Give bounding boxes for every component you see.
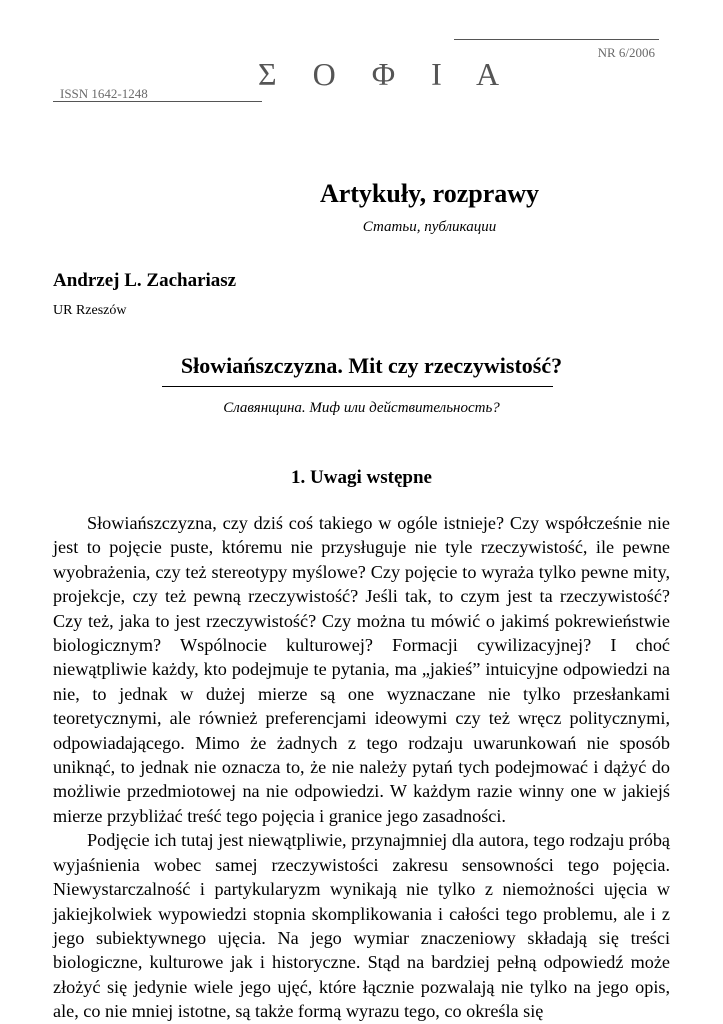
article-subtitle: Славянщина. Миф или действительность?	[223, 400, 500, 416]
section-subtitle: Статьи, публикации	[362, 219, 497, 235]
header-issn-rule	[53, 101, 262, 102]
author-name: Andrzej L. Zachariasz	[53, 270, 237, 291]
author-affiliation: UR Rzeszów	[53, 303, 127, 318]
issn-label: ISSN 1642-1248	[60, 86, 148, 101]
article-body	[53, 511, 670, 1024]
section-title: Artykuły, rozprawy	[319, 179, 540, 208]
paragraph: Podjęcie ich tutaj jest niewątpliwie, przynajmniej dla autora, tego rodzaju próbą wyjaśnienia wobec samej rzeczywistości zakresu sensowności tego pojęcia. Niewystarczalność i partykularyzm wynikają nie tylko z niemożności ujęcia w jakiejkolwiek wypowiedzi stopnia skomplikowania i całości tego problemu, ale i z jego subiektywnego ujęcia. Na jego wymiar znaczeniowy składają się treści biologiczne, kulturowe jak i historyczne. Stąd na bardziej pełną odpowiedź może złożyć się jedynie wiele jego ujęć, które łącznie pozwalają nie tylko na jego opis, ale, co nie mniej istotne, są także formą wyrazu tego, co określa się	[53, 830, 670, 1022]
paragraph: Słowiańszczyzna, czy dziś coś takiego w ogóle istnieje? Czy współcześnie nie jest to pojęcie puste, któremu nie przysługuje nie tyle rzeczywistość, ile pewne wyobrażenia, czy też stereotypy myślowe? Czy pojęcie to wyraża tylko pewne mity, projekcje, czy też pewną rzeczywistość? Jeśli tak, to czym jest ta rzeczywistość? Czy też, jaka to jest rzeczywistość? Czy można tu mówić o jakimś pokrewieństwie biologicznym? Wspólnocie kulturowej? Formacji cywilizacyjnej? I choć niewątpliwie każdy, kto podejmuje te pytania, ma „jakieś” intuicyjne odpowiedzi na nie, to jednak w dużej mierze są one wyznaczane nie tylko przesłankami teoretycznymi, ale również preferencjami ideowymi czy też wręcz politycznymi, odpowiadającego. Mimo że żadnych z tego rodzaju uwarunkowań nie sposób uniknąć, to jednak nie oznacza to, że nie należy pytań tych podejmować i dążyć do możliwie przedmiotowej na nie odpowiedzi. W każdym razie winny one w jakiejś mierze przybliżać treść tego pojęcia i granice jego zasadności.	[53, 513, 670, 826]
journal-name: Σ Ο Φ Ι Α	[258, 56, 514, 92]
article-title-text: Słowiańszczyzna. Mit czy rzeczywistość?	[180, 353, 563, 378]
issue-number: NR 6/2006	[597, 45, 655, 60]
section-heading-text: 1. Uwagi wstępne	[291, 467, 432, 488]
article-title-rule	[162, 386, 553, 387]
article-title	[0, 353, 723, 379]
header-top-rule	[454, 39, 659, 40]
section-heading	[0, 467, 723, 489]
